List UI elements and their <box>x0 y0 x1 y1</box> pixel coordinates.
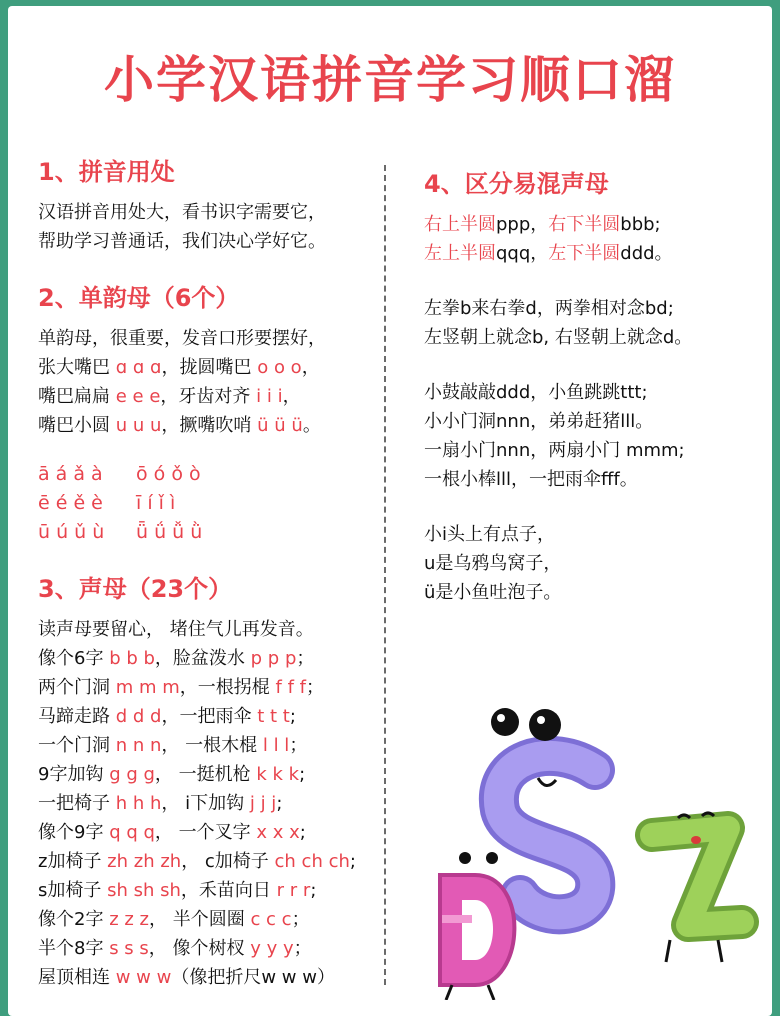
section-2-line: 张大嘴巴 ɑ ɑ ɑ，拢圆嘴巴 o o o， <box>38 357 320 378</box>
column-divider <box>384 165 386 985</box>
section-4-line: 左拳b来右拳d，两拳相对念bd; <box>424 298 674 319</box>
section-2-line: 嘴巴小圆 u u u，撅嘴吹哨 ü ü ü。 <box>38 415 321 436</box>
section-3-title: 3、声母（23个） <box>38 575 233 603</box>
section-4-red-line: 左上半圆qqq，左下半圆ddd。 <box>424 243 673 264</box>
section-1-title: 1、拼音用处 <box>38 158 175 186</box>
section-4-red-line: 右上半圆ppp，右下半圆bbb; <box>424 214 661 235</box>
section-2-title: 2、单韵母（6个） <box>38 284 240 312</box>
section-4-line: 小鼓敲敲ddd，小鱼跳跳ttt; <box>424 382 648 403</box>
section-3-line: 两个门洞 m m m，一根拐棍 f f f； <box>38 677 324 698</box>
left-column <box>38 156 383 992</box>
letter-mascots-illustration <box>420 700 780 1000</box>
section-3-line: 9字加钩 g g g， 一挺机枪 k k k; <box>38 764 306 785</box>
section-1-line: 汉语拼音用处大，看书识字需要它， <box>38 202 326 223</box>
section-3-line: 像个9字 q q q， 一个叉字 x x x; <box>38 822 306 843</box>
section-4-line: 一扇小门nnn，两扇小门 mmm; <box>424 440 685 461</box>
section-4-line: ü是小鱼吐泡子。 <box>424 582 562 603</box>
section-4-line: 一根小棒lll，一把雨伞fff。 <box>424 469 638 490</box>
section-2-line: 嘴巴扁扁 e e e，牙齿对齐 i i i， <box>38 386 301 407</box>
section-3-line: 屋顶相连 w w w（像把折尺w w w） <box>38 967 335 988</box>
section-1-line: 帮助学习普通话，我们决心学好它。 <box>38 231 326 252</box>
section-3-lines <box>38 615 383 992</box>
section-3-line: z加椅子 zh zh zh， c加椅子 ch ch ch; <box>38 851 356 872</box>
section-4-line: u是乌鸦鸟窝子， <box>424 553 562 574</box>
section-4-title: 4、区分易混声母 <box>424 170 609 198</box>
section-4-line: 左竖朝上就念b, 右竖朝上就念d。 <box>424 327 693 348</box>
letter-z-mascot <box>652 813 742 962</box>
section-3-line: s加椅子 sh sh sh，禾苗向日 r r r; <box>38 880 317 901</box>
section-3-line: 一个门洞 n n n， 一根木棍 l l l； <box>38 735 308 756</box>
letter-d-mascot <box>440 852 514 1000</box>
section-3-line: 读声母要留心， 堵住气儿再发音。 <box>38 619 314 640</box>
section-3-line: 像个6字 b b b，脸盆泼水 p p p； <box>38 648 315 669</box>
section-4-line: 小小门洞nnn，弟弟赶猪lll。 <box>424 411 654 432</box>
tone-row: ē é ě è ī í ǐ ì <box>38 492 176 514</box>
page-title: 小学汉语拼音学习顺口溜 <box>104 51 676 109</box>
right-column <box>424 168 774 607</box>
letter-s-mascot <box>491 708 595 914</box>
section-3-line: 半个8字 s s s， 像个树杈 y y y； <box>38 938 312 959</box>
section-4-line: 小i头上有点子， <box>424 524 556 545</box>
tone-row: ā á ǎ à ō ó ǒ ò <box>38 463 201 485</box>
section-2-line: 单韵母，很重要，发音口形要摆好， <box>38 328 326 349</box>
section-3-line: 像个2字 z z z， 半个圆圈 c c c； <box>38 909 310 930</box>
tone-row: ū ú ǔ ù ǖ ǘ ǚ ǜ <box>38 521 203 543</box>
section-3-line: 一把椅子 h h h， i下加钩 j j j; <box>38 793 283 814</box>
section-3-line: 马蹄走路 d d d，一把雨伞 t t t; <box>38 706 296 727</box>
